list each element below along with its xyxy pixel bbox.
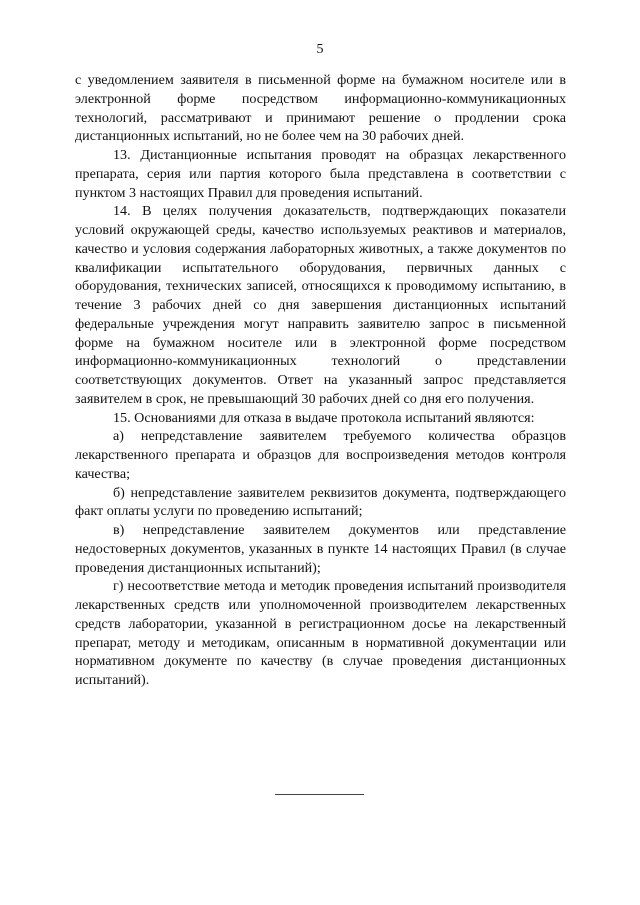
paragraph-item-15: 15. Основаниями для отказа в выдаче протокола испытаний являются: — [113, 409, 535, 426]
paragraph-item-13: 13. Дистанционные испытания проводят на образцах лекарственного препарата, серия или партия которого была представлена в соответствии с пунктом 3 настоящих Правил для проведения испытаний. — [75, 147, 566, 201]
paragraph-continuation: с уведомлением заявителя в письменной форме на бумажном носителе или в электронной форме посредством информационно-коммуникационных технологий, рассматривают и принимают решение о продлении срока дистанционных испытаний, но не более чем на 30 рабочих дней. — [75, 72, 566, 145]
subparagraph-a: а) непредставление заявителем требуемого количества образцов лекарственного препарата и образцов для воспроизведения методов контроля качества; — [75, 428, 566, 482]
end-of-section-rule — [275, 794, 364, 795]
paragraph-item-14: 14. В целях получения доказательств, подтверждающих показатели условий окружающей среды, качество используемых реактивов и материалов, качество и условия содержания лабораторных животных, а также документов по квалификации испытательного оборудования, первичных данных с оборудования, технических записей, относящихся к проводимому испытанию, в течение 3 рабочих дней со дня завершения дистанционных испытаний федеральные учреждения могут направить заявителю запрос в письменной форме на бумажном носителе или в электронной форме посредством информационно-коммуникационных технологий о представлении соответствующих документов. Ответ на указанный запрос представляется заявителем в срок, не превышающий 30 рабочих дней со дня его получения. — [75, 203, 566, 407]
page-number: 5 — [316, 42, 324, 57]
document-body — [75, 71, 566, 690]
subparagraph-g: г) несоответствие метода и методик проведения испытаний производителя лекарственных средств или уполномоченной производителем лекарственных средств лаборатории, указанной в регистрационном досье на лекарственный препарат, методу и методикам, описанным в нормативной документации или нормативном документе по качеству (в случае проведения дистанционных испытаний). — [75, 578, 566, 688]
subparagraph-v: в) непредставление заявителем документов или представление недостоверных документов, указанных в пункте 14 настоящих Правил (в случае проведения дистанционных испытаний); — [75, 522, 566, 576]
subparagraph-b: б) непредставление заявителем реквизитов документа, подтверждающего факт оплаты услуги по проведению испытаний; — [75, 484, 566, 520]
